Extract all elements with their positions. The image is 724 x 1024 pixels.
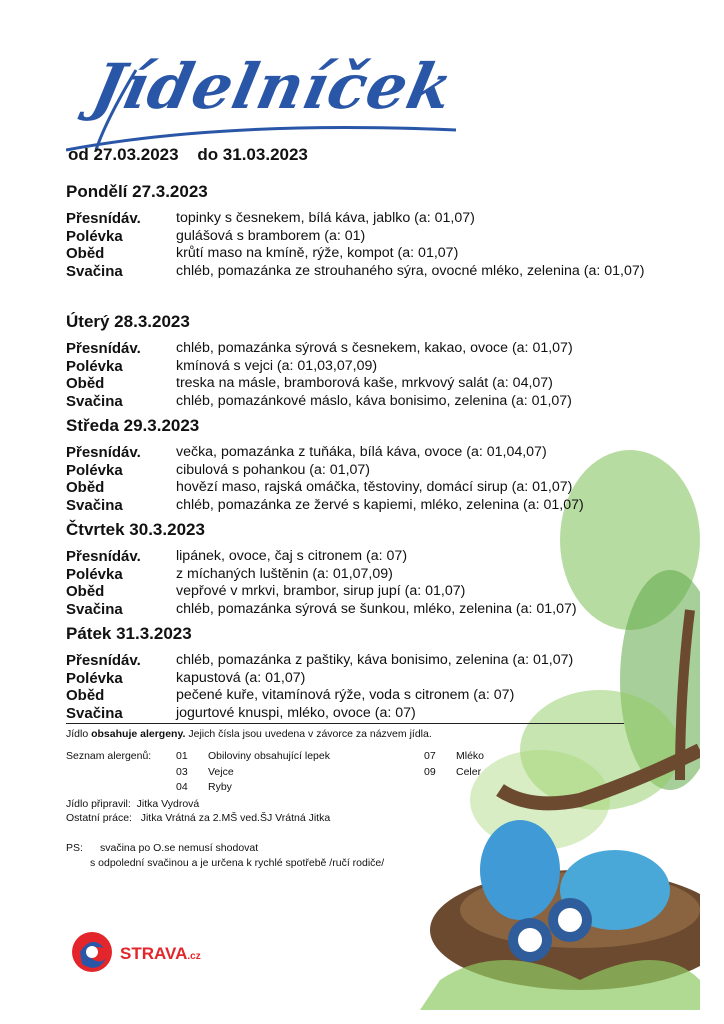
logo-word: STRAVA	[120, 944, 188, 963]
allergen-name: Mléko	[456, 750, 485, 762]
meal-label: Svačina	[66, 392, 123, 410]
allergen-item	[176, 781, 188, 793]
meal-row	[66, 497, 686, 515]
meal-text: večka, pomazánka z tuňáka, bílá káva, ovoce (a: 01,04,07)	[176, 444, 547, 460]
meal-text: cibulová s pohankou (a: 01,07)	[176, 461, 371, 478]
day-tuesday	[66, 312, 686, 410]
meal-text: treska na másle, bramborová kaše, mrkvový salát (a: 04,07)	[176, 375, 553, 391]
meal-row	[66, 462, 686, 480]
meal-row	[66, 705, 686, 723]
meal-label: Přesnídáv.	[66, 340, 141, 357]
prepared-by-label: Jídlo připravil:	[66, 798, 131, 810]
meal-label: Polévka	[66, 669, 123, 687]
date-to: do 31.03.2023	[197, 145, 308, 164]
ps-label: PS:	[66, 842, 83, 854]
allergen-code: 04	[176, 781, 188, 793]
meal-text: gulášová s bramborem (a: 01)	[176, 227, 366, 244]
meal-label: Polévka	[66, 461, 123, 479]
day-thursday	[66, 520, 686, 618]
allergen-note-prefix: Jídlo	[66, 728, 92, 740]
meal-label: Oběd	[66, 583, 105, 600]
day-heading: Pondělí 27.3.2023	[66, 182, 208, 201]
day-heading: Pátek 31.3.2023	[66, 624, 192, 643]
meal-text: chléb, pomazánka sýrová s česnekem, kakao, ovoce (a: 01,07)	[176, 340, 573, 356]
meal-text: vepřové v mrkvi, brambor, sirup jupí (a: 01,07)	[176, 583, 466, 599]
allergen-note-bold: obsahuje alergeny.	[91, 728, 186, 740]
allergen-name: Celer	[456, 766, 482, 778]
meal-text: krůtí maso na kmíně, rýže, kompot (a: 01,07)	[176, 245, 459, 261]
meal-row	[66, 340, 686, 358]
meal-text: kapustová (a: 01,07)	[176, 669, 306, 686]
meal-row	[66, 245, 686, 263]
meal-row	[66, 566, 686, 584]
meal-text: lipánek, ovoce, čaj s citronem (a: 07)	[176, 548, 408, 564]
strava-logo	[70, 930, 210, 980]
meal-text: chléb, pomazánka z paštiky, káva bonisimo, zelenina (a: 01,07)	[176, 652, 574, 668]
meal-label: Přesnídáv.	[66, 210, 141, 227]
allergen-item	[456, 766, 481, 778]
meal-text: chléb, pomazánkové máslo, káva bonisimo, zelenina (a: 01,07)	[176, 392, 572, 409]
logo-suffix: .cz	[187, 951, 201, 962]
allergen-item	[424, 766, 436, 778]
allergen-item	[176, 750, 188, 762]
meal-text: topinky s česnekem, bílá káva, jablko (a: 01,07)	[176, 210, 475, 226]
meal-text: hovězí maso, rajská omáčka, těstoviny, domácí sirup (a: 01,07)	[176, 479, 573, 495]
meal-label: Oběd	[66, 479, 105, 496]
meal-label: Oběd	[66, 687, 105, 704]
meal-text: jogurtové knuspi, mléko, ovoce (a: 07)	[176, 704, 416, 721]
other-work-row	[66, 812, 330, 824]
day-friday	[66, 624, 686, 722]
allergen-item	[208, 750, 330, 762]
meal-row	[66, 358, 686, 376]
meal-text: chléb, pomazánka ze žervé s kapiemi, mléko, zelenina (a: 01,07)	[176, 496, 584, 513]
allergen-note-suffix: Jejich čísla jsou uvedena v závorce za názvem jídla.	[185, 728, 432, 740]
ps-line-2: s odpolední svačinou a je určena k rychlé spotřebě /ručí rodiče/	[90, 857, 385, 869]
meal-label: Svačina	[66, 262, 123, 280]
allergen-name: Ryby	[208, 781, 232, 793]
allergen-code: 03	[176, 766, 188, 778]
meal-label: Oběd	[66, 375, 105, 392]
meal-label: Přesnídáv.	[66, 652, 141, 669]
meal-text: chléb, pomazánka ze strouhaného sýra, ovocné mléko, zelenina (a: 01,07)	[176, 262, 645, 279]
meal-text: pečené kuře, vitamínová rýže, voda s citronem (a: 07)	[176, 687, 515, 703]
allergen-item	[176, 766, 188, 778]
page-title: Jídelníček	[86, 50, 460, 123]
meal-row	[66, 652, 686, 670]
meal-label: Svačina	[66, 496, 123, 514]
meal-row	[66, 375, 686, 393]
prepared-by-value: Jitka Vydrová	[136, 798, 200, 810]
meal-label: Polévka	[66, 565, 123, 583]
allergen-item	[208, 781, 232, 793]
allergen-name: Obiloviny obsahující lepek	[208, 750, 330, 762]
meal-row	[66, 583, 686, 601]
allergen-code: 07	[424, 750, 436, 762]
meal-text: z míchaných luštěnin (a: 01,07,09)	[176, 565, 393, 582]
allergen-code: 01	[176, 750, 188, 762]
meal-label: Polévka	[66, 357, 123, 375]
meal-row	[66, 670, 686, 688]
menu-title-block	[66, 50, 466, 160]
allergen-list-label: Seznam alergenů:	[66, 750, 152, 762]
meal-label: Přesnídáv.	[66, 444, 141, 461]
meal-row	[66, 263, 686, 281]
allergen-note	[66, 728, 432, 740]
day-heading: Středa 29.3.2023	[66, 416, 200, 435]
strava-logo-icon	[70, 930, 114, 974]
ps-line-1: svačina po O.se nemusí shodovat	[100, 842, 259, 854]
meal-row	[66, 479, 686, 497]
other-work-value: Jitka Vrátná za 2.MŠ ved.ŠJ Vrátná Jitka	[140, 812, 331, 824]
day-heading: Úterý 28.3.2023	[66, 312, 190, 331]
allergen-item	[424, 750, 436, 762]
allergen-item	[456, 750, 484, 762]
date-range	[68, 145, 322, 165]
meal-row	[66, 393, 686, 411]
meal-row	[66, 210, 686, 228]
allergen-item	[208, 766, 234, 778]
allergen-code: 09	[424, 766, 436, 778]
date-from: od 27.03.2023	[68, 145, 179, 164]
divider	[66, 723, 624, 724]
meal-row	[66, 687, 686, 705]
other-work-label: Ostatní práce:	[66, 812, 132, 824]
strava-logo-text	[120, 944, 201, 964]
meal-label: Přesnídáv.	[66, 548, 141, 565]
meal-label: Oběd	[66, 245, 105, 262]
meal-row	[66, 548, 686, 566]
day-wednesday	[66, 416, 686, 514]
meal-label: Svačina	[66, 704, 123, 722]
meal-row	[66, 228, 686, 246]
meal-label: Polévka	[66, 227, 123, 245]
day-monday	[66, 182, 686, 280]
meal-text: kmínová s vejci (a: 01,03,07,09)	[176, 357, 378, 374]
day-heading: Čtvrtek 30.3.2023	[66, 520, 205, 539]
meal-label: Svačina	[66, 600, 123, 618]
meal-text: chléb, pomazánka sýrová se šunkou, mléko, zelenina (a: 01,07)	[176, 600, 577, 617]
allergen-name: Vejce	[208, 766, 234, 778]
meal-row	[66, 444, 686, 462]
prepared-by-row	[66, 798, 199, 810]
meal-row	[66, 601, 686, 619]
